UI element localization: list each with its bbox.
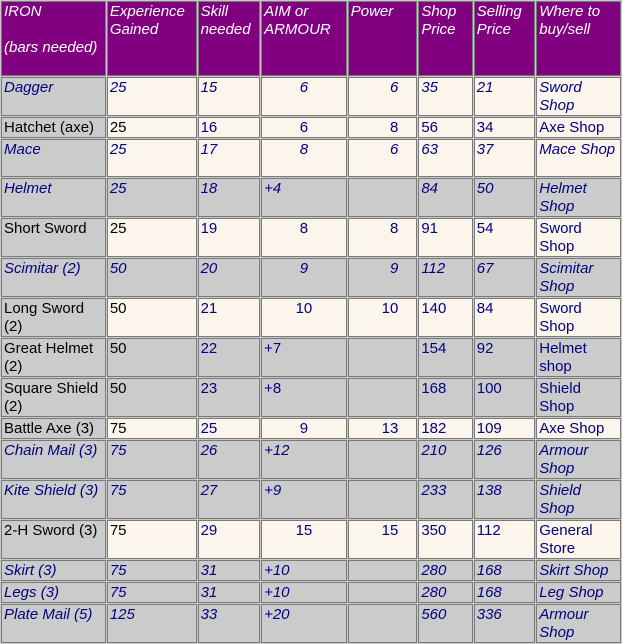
cell-skill: 16 (198, 117, 261, 138)
cell-aim: 10 (261, 298, 347, 337)
cell-selling-price: 100 (474, 378, 536, 417)
cell-where: Armour Shop (536, 604, 621, 643)
cell-aim: 15 (261, 520, 347, 559)
table-row (1, 77, 621, 116)
cell-power (348, 604, 418, 643)
cell-aim: +12 (261, 440, 347, 479)
table-row (1, 258, 621, 297)
table-row (1, 378, 621, 417)
cell-power: 8 (348, 117, 418, 138)
cell-shop-price: 91 (418, 218, 472, 257)
cell-shop-price: 84 (418, 178, 472, 217)
cell-where: Sword Shop (536, 77, 621, 116)
cell-item: Legs (3) (1, 582, 106, 603)
cell-power: 6 (348, 77, 418, 116)
cell-skill: 22 (198, 338, 261, 377)
cell-where: Axe Shop (536, 418, 621, 439)
cell-skill: 31 (198, 582, 261, 603)
cell-shop-price: 350 (418, 520, 472, 559)
cell-item: Dagger (1, 77, 106, 116)
cell-selling-price: 109 (474, 418, 536, 439)
cell-item: Great Helmet (2) (1, 338, 106, 377)
cell-experience: 75 (107, 440, 197, 479)
cell-shop-price: 210 (418, 440, 472, 479)
cell-aim: +7 (261, 338, 347, 377)
cell-aim: +10 (261, 560, 347, 581)
cell-where: Helmet Shop (536, 178, 621, 217)
cell-selling-price: 34 (474, 117, 536, 138)
header-item: IRON (bars needed) (1, 1, 106, 76)
cell-shop-price: 233 (418, 480, 472, 519)
cell-aim: 9 (261, 418, 347, 439)
cell-item: Scimitar (2) (1, 258, 106, 297)
header-shop-price: Shop Price (418, 1, 472, 76)
cell-power (348, 582, 418, 603)
table-row (1, 218, 621, 257)
cell-experience: 75 (107, 520, 197, 559)
cell-skill: 18 (198, 178, 261, 217)
cell-item: Long Sword (2) (1, 298, 106, 337)
cell-skill: 19 (198, 218, 261, 257)
table-row (1, 604, 621, 643)
cell-selling-price: 168 (474, 582, 536, 603)
cell-experience: 25 (107, 77, 197, 116)
cell-where: General Store (536, 520, 621, 559)
cell-item: Battle Axe (3) (1, 418, 106, 439)
table-row (1, 418, 621, 439)
cell-experience: 25 (107, 218, 197, 257)
cell-where: Sword Shop (536, 218, 621, 257)
header-row (1, 1, 621, 76)
cell-selling-price: 37 (474, 139, 536, 177)
header-where: Where to buy/sell (536, 1, 621, 76)
cell-selling-price: 336 (474, 604, 536, 643)
cell-power (348, 338, 418, 377)
cell-selling-price: 67 (474, 258, 536, 297)
cell-experience: 25 (107, 178, 197, 217)
header-power: Power (348, 1, 418, 76)
cell-power (348, 378, 418, 417)
cell-power: 6 (348, 139, 418, 177)
cell-where: Shield Shop (536, 378, 621, 417)
cell-selling-price: 50 (474, 178, 536, 217)
cell-shop-price: 280 (418, 560, 472, 581)
cell-item: Mace (1, 139, 106, 177)
cell-power: 10 (348, 298, 418, 337)
cell-where: Shield Shop (536, 480, 621, 519)
cell-where: Axe Shop (536, 117, 621, 138)
cell-item: 2-H Sword (3) (1, 520, 106, 559)
cell-power (348, 440, 418, 479)
cell-where: Sword Shop (536, 298, 621, 337)
header-selling-price: Selling Price (474, 1, 536, 76)
table-row (1, 117, 621, 138)
cell-selling-price: 21 (474, 77, 536, 116)
cell-item: Helmet (1, 178, 106, 217)
cell-shop-price: 280 (418, 582, 472, 603)
cell-where: Scimitar Shop (536, 258, 621, 297)
cell-where: Skirt Shop (536, 560, 621, 581)
cell-shop-price: 63 (418, 139, 472, 177)
cell-where: Armour Shop (536, 440, 621, 479)
cell-experience: 25 (107, 139, 197, 177)
cell-aim: 6 (261, 117, 347, 138)
cell-experience: 125 (107, 604, 197, 643)
cell-power (348, 178, 418, 217)
cell-aim: 6 (261, 77, 347, 116)
cell-where: Leg Shop (536, 582, 621, 603)
table-row (1, 560, 621, 581)
cell-item: Short Sword (1, 218, 106, 257)
cell-experience: 50 (107, 338, 197, 377)
cell-aim: +8 (261, 378, 347, 417)
cell-power: 9 (348, 258, 418, 297)
table-row (1, 139, 621, 177)
cell-experience: 50 (107, 258, 197, 297)
cell-shop-price: 182 (418, 418, 472, 439)
table-row (1, 298, 621, 337)
cell-shop-price: 35 (418, 77, 472, 116)
table-row (1, 520, 621, 559)
cell-experience: 75 (107, 582, 197, 603)
table-row (1, 582, 621, 603)
cell-item: Chain Mail (3) (1, 440, 106, 479)
cell-experience: 75 (107, 418, 197, 439)
cell-experience: 50 (107, 298, 197, 337)
cell-experience: 25 (107, 117, 197, 138)
cell-item: Plate Mail (5) (1, 604, 106, 643)
cell-skill: 17 (198, 139, 261, 177)
table-row (1, 440, 621, 479)
table-row (1, 178, 621, 217)
cell-skill: 23 (198, 378, 261, 417)
cell-shop-price: 140 (418, 298, 472, 337)
cell-aim: +10 (261, 582, 347, 603)
cell-aim: 8 (261, 139, 347, 177)
cell-selling-price: 126 (474, 440, 536, 479)
cell-aim: 8 (261, 218, 347, 257)
cell-skill: 26 (198, 440, 261, 479)
cell-skill: 15 (198, 77, 261, 116)
cell-shop-price: 154 (418, 338, 472, 377)
cell-aim: +4 (261, 178, 347, 217)
cell-selling-price: 112 (474, 520, 536, 559)
cell-where: Helmet shop (536, 338, 621, 377)
cell-power: 8 (348, 218, 418, 257)
cell-aim: +9 (261, 480, 347, 519)
cell-shop-price: 560 (418, 604, 472, 643)
cell-experience: 50 (107, 378, 197, 417)
cell-power (348, 480, 418, 519)
cell-skill: 29 (198, 520, 261, 559)
cell-skill: 25 (198, 418, 261, 439)
cell-selling-price: 138 (474, 480, 536, 519)
cell-skill: 27 (198, 480, 261, 519)
cell-aim: 9 (261, 258, 347, 297)
cell-shop-price: 56 (418, 117, 472, 138)
cell-where: Mace Shop (536, 139, 621, 177)
cell-selling-price: 84 (474, 298, 536, 337)
cell-power: 15 (348, 520, 418, 559)
table-row (1, 338, 621, 377)
header-skill: Skill needed (198, 1, 261, 76)
cell-item: Skirt (3) (1, 560, 106, 581)
cell-skill: 31 (198, 560, 261, 581)
cell-shop-price: 112 (418, 258, 472, 297)
cell-experience: 75 (107, 480, 197, 519)
cell-selling-price: 168 (474, 560, 536, 581)
cell-item: Hatchet (axe) (1, 117, 106, 138)
header-experience: Experience Gained (107, 1, 197, 76)
cell-power (348, 560, 418, 581)
cell-skill: 21 (198, 298, 261, 337)
cell-item: Kite Shield (3) (1, 480, 106, 519)
cell-selling-price: 54 (474, 218, 536, 257)
cell-selling-price: 92 (474, 338, 536, 377)
table-row (1, 480, 621, 519)
table-body (1, 77, 621, 643)
cell-skill: 33 (198, 604, 261, 643)
cell-aim: +20 (261, 604, 347, 643)
cell-power: 13 (348, 418, 418, 439)
header-aim: AIM or ARMOUR (261, 1, 347, 76)
cell-experience: 75 (107, 560, 197, 581)
cell-shop-price: 168 (418, 378, 472, 417)
cell-skill: 20 (198, 258, 261, 297)
cell-item: Square Shield (2) (1, 378, 106, 417)
